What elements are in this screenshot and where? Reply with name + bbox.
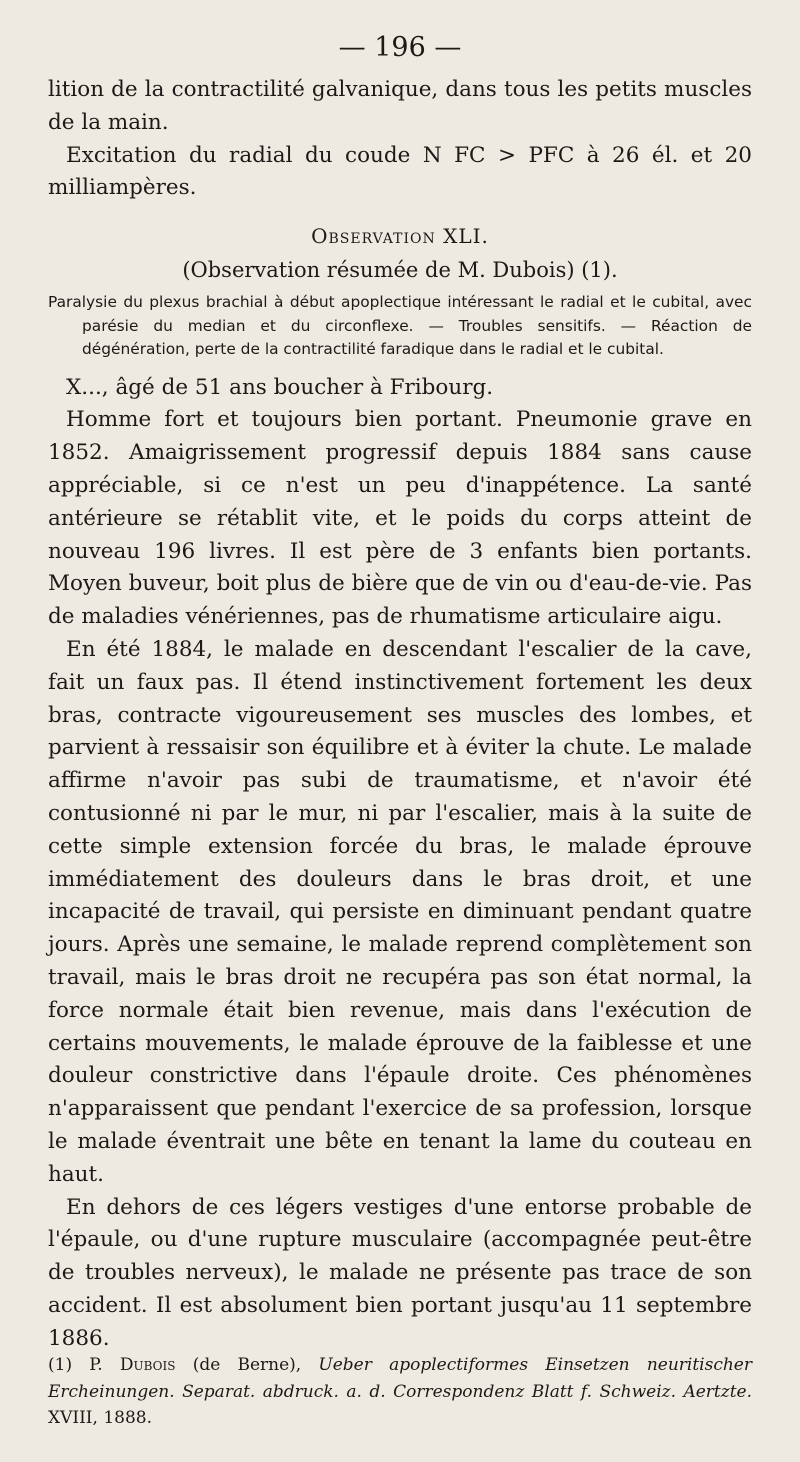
observation-summary: Paralysie du plexus brachial à début apoplectique intéressant le radial et le cubital, avec parésie du median et du circonflexe. — Troubles sensitifs. — Réaction de dégénération, perte de la contractilité faradique dans le radial et le cubital.	[48, 293, 752, 359]
intro-paragraph-1: lition de la contractilité galvanique, dans tous les petits muscles de la main.	[48, 77, 752, 135]
body-paragraph-4: En dehors de ces légers vestiges d'une entorse probable de l'épaule, ou d'une rupture musculaire (accompagnée peut-être de troubles nerveux), le malade ne présente pas trace de son accident. Il est absolument bien portant jusqu'au 11 septembre 1886.	[48, 1194, 752, 1351]
footnote	[48, 1352, 752, 1432]
body-paragraph-1: X..., âgé de 51 ans boucher à Fribourg.	[66, 374, 494, 400]
footnote-author: Dubois	[119, 1355, 176, 1375]
observation-title-text: Observation XLI.	[311, 224, 489, 249]
page-number: — 196 —	[338, 32, 462, 63]
footnote-marker: (1) P.	[48, 1355, 103, 1375]
body-paragraph-3: En été 1884, le malade en descendant l'escalier de la cave, fait un faux pas. Il étend instinctivement fortement les deux bras, contracte vigoureusement ses muscles des lombes, et parvient à ressaisir son équilibre et à éviter la chute. Le malade affirme n'avoir pas subi de traumatisme, et n'avoir été contusionné ni par le mur, ni par l'escalier, mais à la suite de cette simple extension forcée du bras, le malade éprouve immédiatement des douleurs dans le bras droit, et une incapacité de travail, qui persiste en diminuant pendant quatre jours. Après une semaine, le malade reprend complètement son travail, mais le bras droit ne recupéra pas son état normal, la force normale était bien revenue, mais dans l'exécution de certains mouvements, le malade éprouve de la faiblesse et une douleur constrictive dans l'épaule droite. Ces phénomènes n'apparaissent que pendant l'exercice de sa profession, lorsque le malade éventrait une bête en tenant la lame du couteau en haut.	[48, 637, 752, 1187]
footnote-volume: XVIII, 1888.	[48, 1408, 153, 1428]
intro-paragraph-2: Excitation du radial du coude N FC > PFC à 26 él. et 20 milliampères.	[48, 142, 752, 201]
observation-subtitle: (Observation résumée de M. Dubois) (1).	[182, 258, 618, 283]
observation-title	[48, 219, 752, 253]
body-paragraph-2: Homme fort et toujours bien portant. Pneumonie grave en 1852. Amaigrissement progressif depuis 1884 sans cause appréciable, si ce n'est un peu d'inappétence. La santé antérieure se rétablit vite, et le poids du corps atteint de nouveau 196 livres. Il est père de 3 enfants bien portants. Moyen buveur, boit plus de bière que de vin ou d'eau-de-vie. Pas de maladies vénériennes, pas de rhumatisme articulaire aigu.	[48, 407, 752, 630]
footnote-title: Ueber apoplectiformes Einsetzen neuritischer Ercheinungen. Separat. abdruck. a. d. Correspondenz Blatt f. Schweiz. Aertzte.	[48, 1355, 752, 1402]
footnote-affiliation: (de Berne),	[192, 1355, 302, 1375]
